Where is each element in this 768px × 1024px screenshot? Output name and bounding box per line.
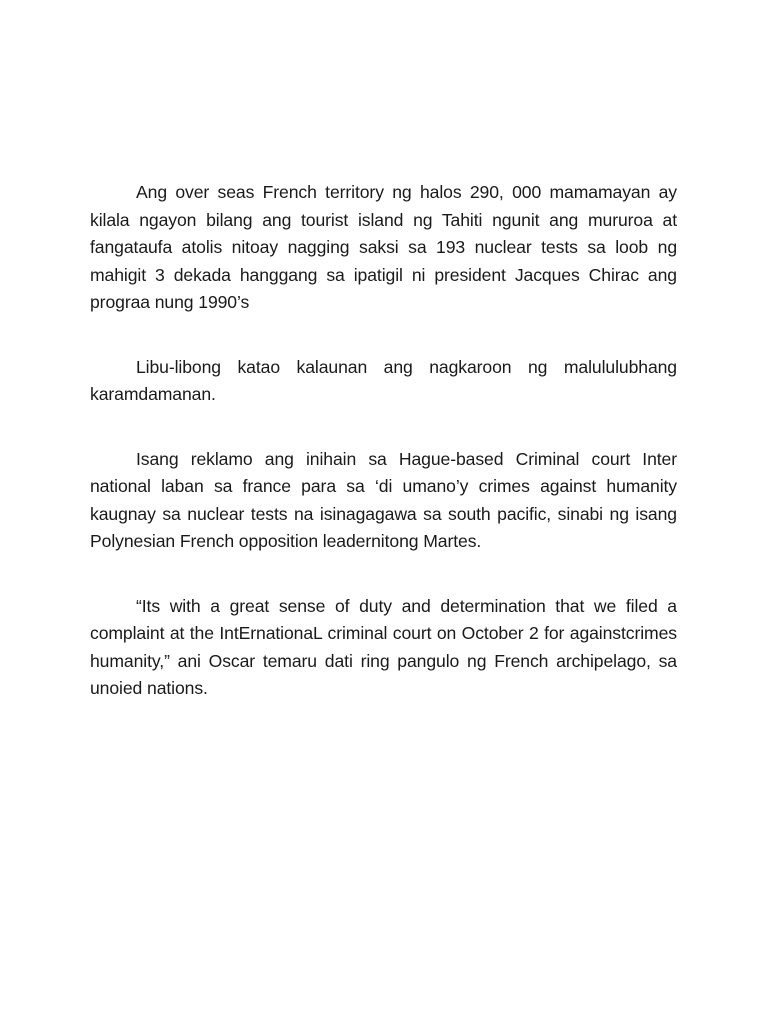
document-body xyxy=(90,179,677,703)
paragraph-1: Ang over seas French territory ng halos 290, 000 mamamayan ay kilala ngayon bilang ang tourist island ng Tahiti ngunit ang mururoa at fangataufa atolis nitoay nagging saksi sa 193 nuclear tests sa loob ng mahigit 3 dekada hanggang sa ipatigil ni president Jacques Chirac ang prograa nung 1990’s xyxy=(90,182,677,312)
paragraph-3: Isang reklamo ang inihain sa Hague-based Criminal court Inter national laban sa france para sa ‘di umano’y crimes against humanity kaugnay sa nuclear tests na isinagagawa sa south pacific, sinabi ng isang Polynesian French opposition leadernitong Martes. xyxy=(90,448,677,551)
paragraph-2: Libu-libong katao kalaunan ang nagkaroon ng malululubhang karamdamanan. xyxy=(90,356,677,404)
paragraph-4: “Its with a great sense of duty and determination that we filed a complaint at the IntErnationaL criminal court on October 2 for againstcrimes humanity,” ani Oscar temaru dati ring pangulo ng French archipelago, sa unoied nations. xyxy=(90,595,677,698)
